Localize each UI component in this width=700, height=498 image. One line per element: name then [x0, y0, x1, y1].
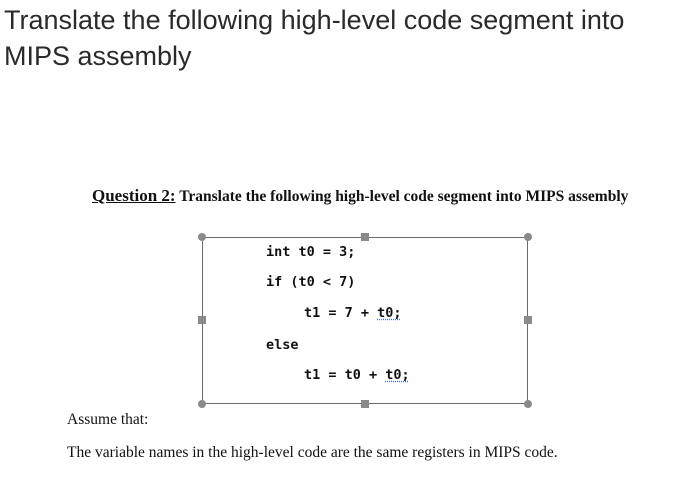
resize-handle-right[interactable] [524, 316, 532, 324]
resize-handle-bottom-right[interactable] [524, 400, 532, 408]
spell-underlined-token: t0; [377, 305, 402, 321]
question-heading [92, 186, 700, 206]
resize-handle-top[interactable] [361, 233, 369, 241]
resize-handle-top-left[interactable] [198, 233, 206, 241]
code-line-else: else [266, 337, 299, 353]
code-line-if: if (t0 < 7) [266, 274, 356, 290]
page-title: Translate the following high-level code segment into MIPS assembly [4, 5, 625, 71]
code-else-expr: t1 = t0 + [304, 367, 386, 383]
code-line-declaration: int t0 = 3; [266, 244, 356, 260]
code-line-then [304, 305, 402, 321]
resize-handle-bottom-left[interactable] [198, 400, 206, 408]
assume-label: Assume that: [67, 411, 149, 428]
resize-handle-top-right[interactable] [524, 233, 532, 241]
resize-handle-left[interactable] [198, 316, 206, 324]
spell-underlined-token: t0; [385, 367, 410, 383]
assume-text: The variable names in the high-level code are the same registers in MIPS code. [67, 444, 558, 461]
code-then-expr: t1 = 7 + [304, 305, 378, 321]
question-text: Translate the following high-level code segment into MIPS assembly [175, 188, 629, 205]
resize-handle-bottom[interactable] [361, 400, 369, 408]
code-line-else-body [304, 367, 410, 383]
question-label: Question 2: [92, 186, 176, 205]
